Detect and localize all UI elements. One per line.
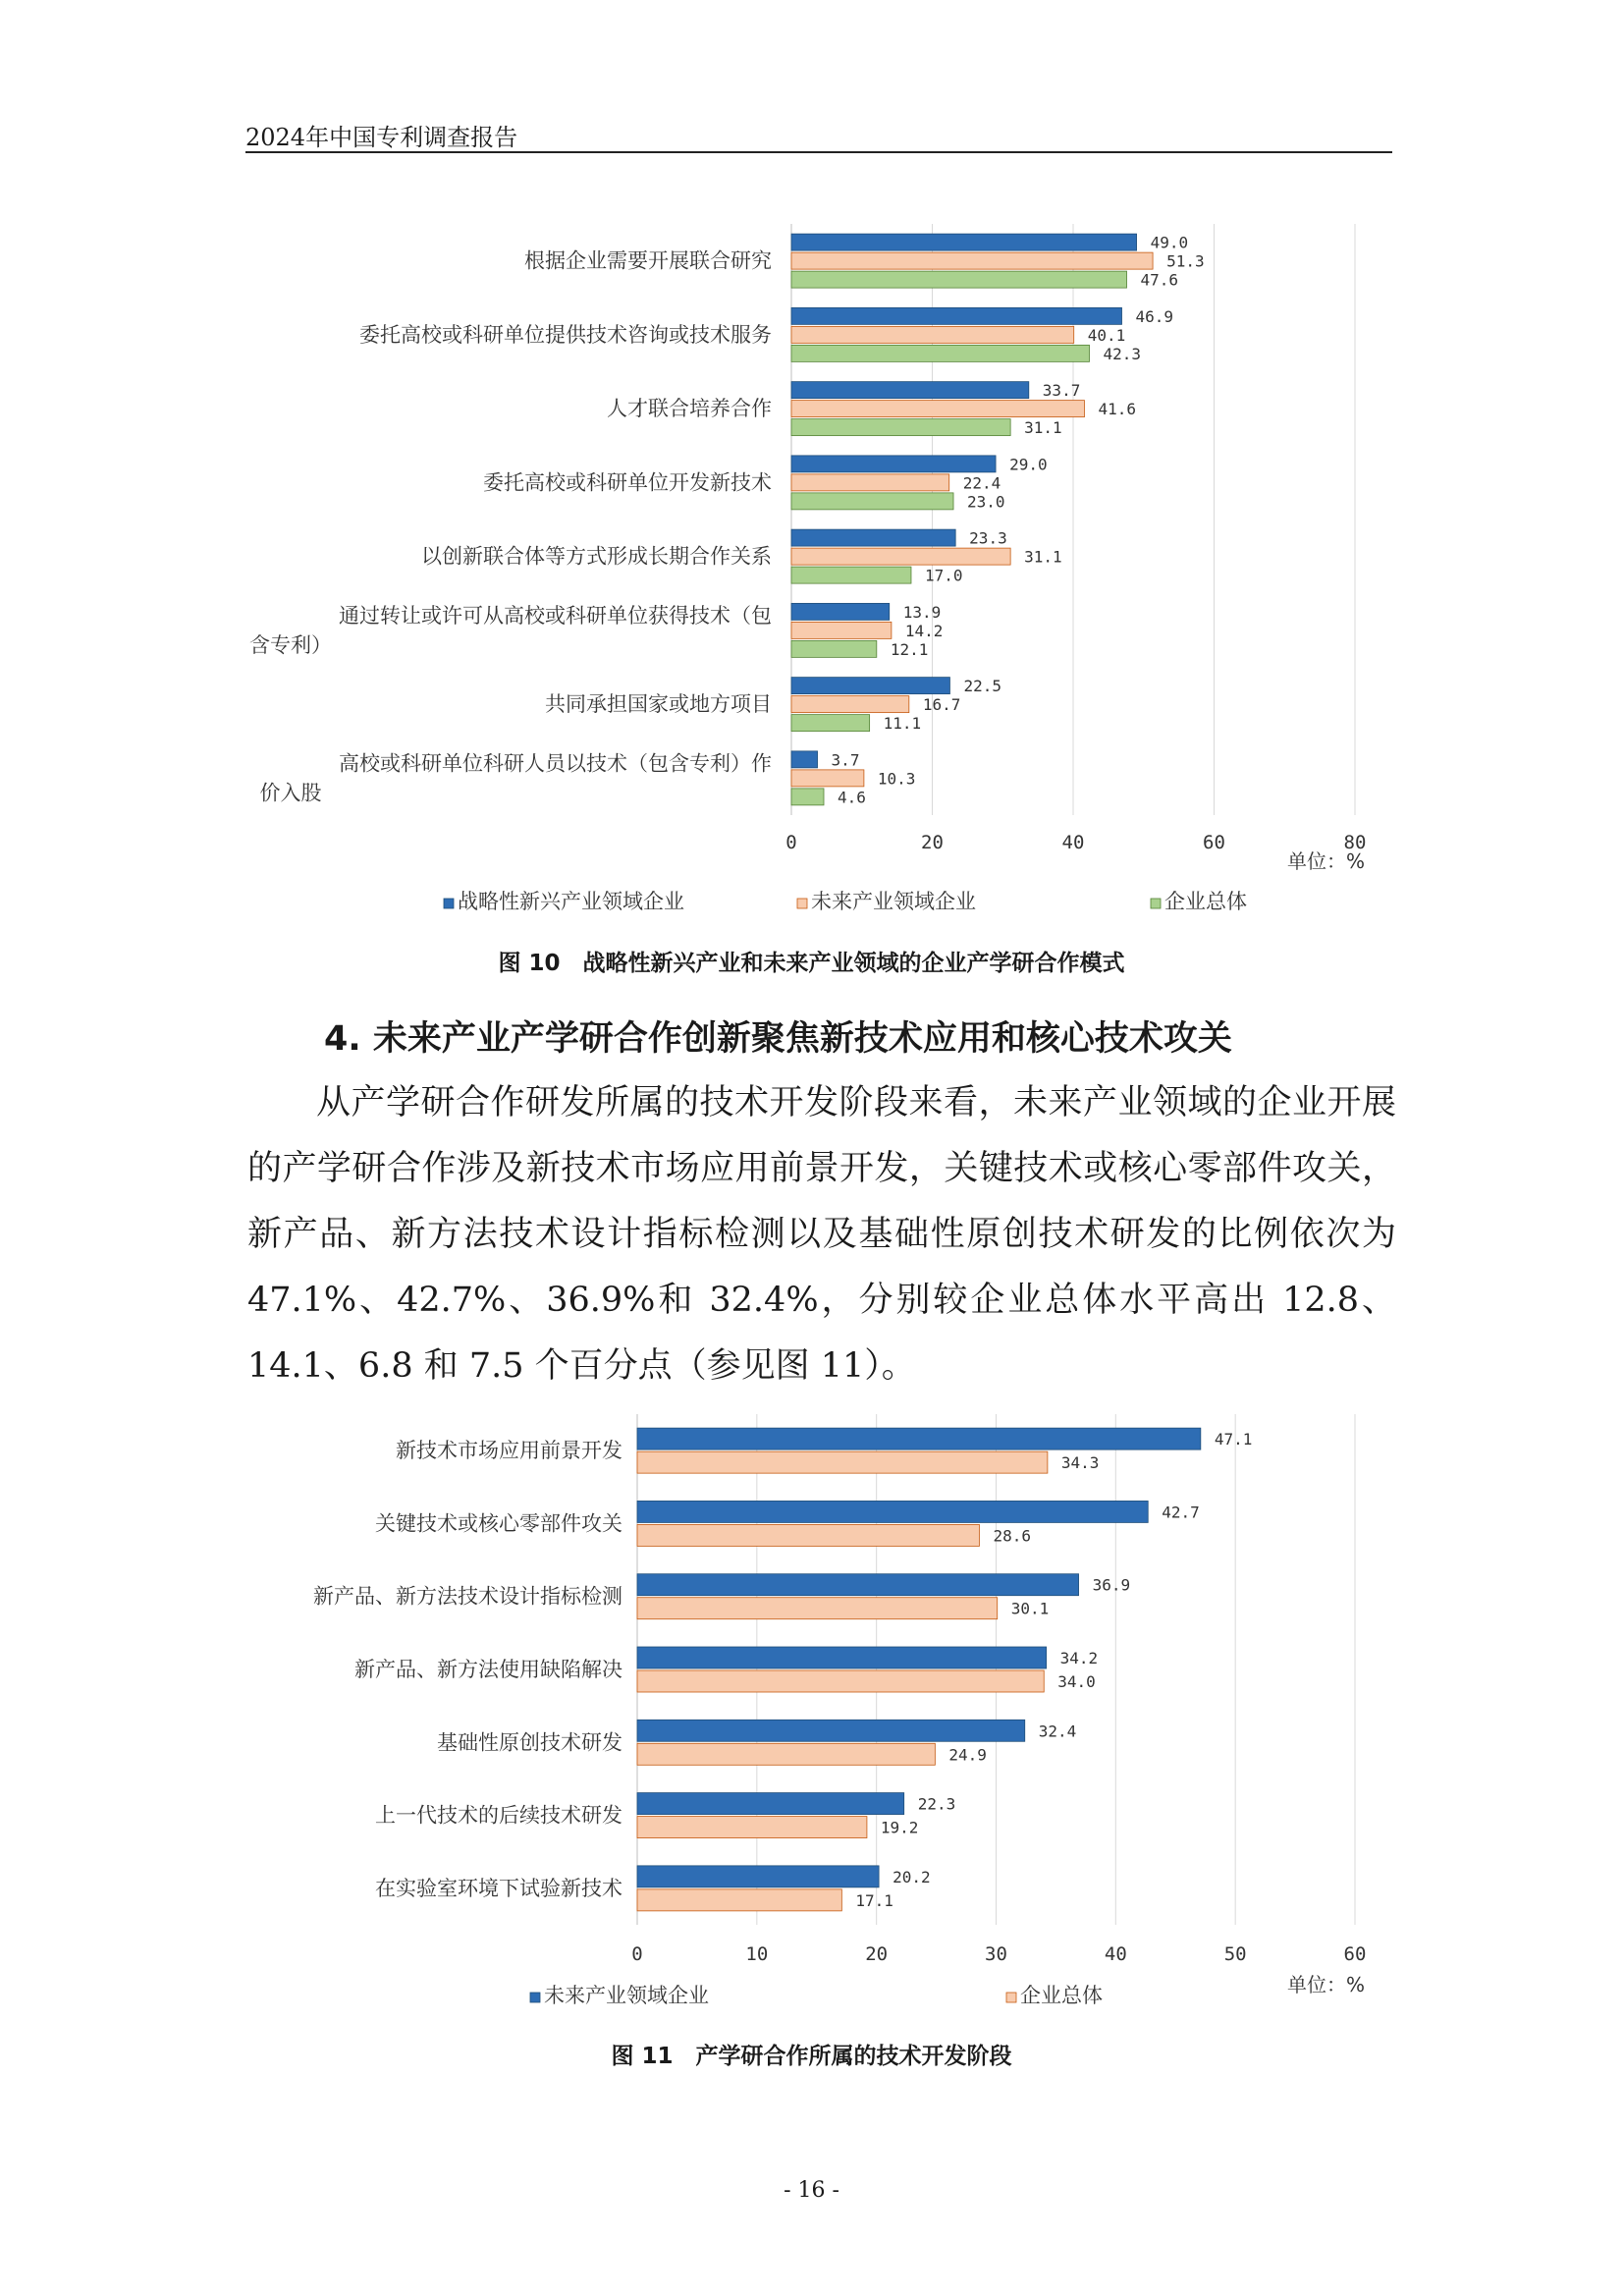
data-label: 51.3 (1166, 251, 1205, 271)
x-tick-label: 60 (1203, 832, 1225, 853)
bar (637, 1817, 867, 1838)
bar (791, 529, 955, 546)
bar (637, 1574, 1079, 1596)
data-label: 40.1 (1087, 325, 1126, 345)
bar (791, 751, 818, 768)
bar (637, 1670, 1044, 1692)
section-heading: 4. 未来产业产学研合作创新聚焦新技术应用和核心技术攻关 (324, 1019, 1232, 1059)
figure-10-caption: 图 10 战略性新兴产业和未来产业领域的企业产学研合作模式 (498, 951, 1125, 976)
data-label: 24.9 (948, 1745, 987, 1765)
x-tick-label: 0 (785, 832, 797, 853)
legend-entry: 未来产业领域企业 (811, 890, 976, 913)
category-label: 价入股 (259, 781, 322, 805)
data-label: 23.0 (967, 492, 1005, 512)
bar (637, 1501, 1148, 1522)
data-label: 41.6 (1098, 400, 1137, 419)
data-label: 47.1 (1214, 1430, 1253, 1449)
bar (791, 770, 864, 787)
data-label: 33.7 (1042, 381, 1081, 401)
data-label: 31.1 (1024, 418, 1062, 438)
x-tick-label: 40 (1061, 832, 1085, 853)
x-tick-label: 10 (745, 1943, 769, 1965)
category-label: 共同承担国家或地方项目 (545, 692, 772, 717)
bar (791, 326, 1074, 343)
data-label: 19.2 (880, 1818, 919, 1837)
x-tick-label: 20 (865, 1943, 889, 1965)
bar (791, 567, 911, 583)
bar (637, 1793, 904, 1815)
category-label: 新产品、新方法使用缺陷解决 (354, 1658, 622, 1681)
report-title: 2024年中国专利调查报告 (245, 124, 518, 151)
bar (791, 789, 824, 805)
bar (791, 622, 892, 638)
data-label: 34.3 (1060, 1453, 1100, 1473)
bar (637, 1647, 1047, 1668)
legend-swatch (444, 899, 454, 908)
data-label: 23.3 (969, 528, 1007, 548)
category-label: 在实验室环境下试验新技术 (375, 1876, 622, 1900)
data-label: 20.2 (893, 1867, 931, 1886)
x-tick-label: 20 (921, 832, 944, 853)
unit-label: 单位：% (1286, 1973, 1365, 1996)
bar (791, 640, 877, 657)
bar (791, 345, 1090, 361)
data-label: 13.9 (902, 602, 942, 622)
legend-swatch (530, 1993, 540, 2002)
data-label: 34.2 (1059, 1649, 1099, 1667)
category-label: 以创新联合体等方式形成长期合作关系 (421, 544, 772, 569)
bar (791, 234, 1137, 250)
bar (637, 1720, 1025, 1741)
bar (637, 1451, 1048, 1473)
bar (791, 456, 996, 472)
x-tick-label: 40 (1104, 1943, 1127, 1965)
data-label: 22.5 (963, 677, 1001, 696)
category-label: 新技术市场应用前景开发 (396, 1439, 622, 1463)
data-label: 4.6 (838, 788, 866, 807)
data-label: 47.6 (1140, 270, 1179, 290)
x-tick-label: 60 (1343, 1943, 1367, 1965)
category-label: 新产品、新方法技术设计指标检测 (313, 1584, 622, 1609)
bar (791, 307, 1122, 324)
x-tick-label: 0 (631, 1943, 643, 1965)
data-label: 30.1 (1010, 1599, 1050, 1618)
legend-entry: 企业总体 (1164, 890, 1247, 913)
category-label: 根据企业需要开展联合研究 (524, 248, 772, 273)
bar (637, 1598, 998, 1619)
category-label: 基础性原创技术研发 (437, 1730, 622, 1755)
legend-swatch (1151, 899, 1161, 908)
bar (637, 1524, 979, 1546)
category-label: 通过转让或许可从高校或科研单位获得技术（包 (339, 603, 772, 628)
figure-10-chart (0, 0, 1623, 933)
figure-11-caption: 图 11 产学研合作所属的技术开发阶段 (611, 2044, 1012, 2069)
data-label: 17.0 (924, 566, 963, 585)
x-tick-label: 30 (985, 1943, 1007, 1965)
data-label: 31.1 (1024, 547, 1062, 567)
bar (791, 419, 1010, 436)
bar (791, 715, 870, 732)
data-label: 46.9 (1135, 306, 1174, 326)
unit-label: 单位：% (1286, 849, 1365, 873)
category-label: 上一代技术的后续技术研发 (375, 1803, 622, 1828)
legend-entry: 战略性新兴产业领域企业 (458, 890, 684, 913)
data-label: 36.9 (1092, 1575, 1131, 1595)
bar (791, 382, 1029, 399)
category-label: 人才联合培养合作 (607, 397, 772, 421)
data-label: 49.0 (1150, 233, 1189, 252)
legend-entry: 未来产业领域企业 (544, 1984, 709, 2007)
x-tick-label: 50 (1223, 1943, 1247, 1965)
bar (637, 1428, 1201, 1449)
bar (791, 474, 949, 491)
category-label: 委托高校或科研单位提供技术咨询或技术服务 (359, 322, 772, 347)
figure-11-chart (0, 1394, 1623, 2023)
legend-swatch (1006, 1993, 1016, 2002)
bar (637, 1866, 879, 1887)
legend-entry: 企业总体 (1020, 1984, 1103, 2007)
data-label: 42.3 (1103, 344, 1142, 363)
bar (637, 1743, 935, 1765)
data-label: 14.2 (904, 621, 944, 640)
data-label: 10.3 (877, 769, 916, 789)
data-label: 11.1 (883, 714, 922, 734)
bar (791, 603, 890, 620)
category-label: 高校或科研单位科研人员以技术（包含专利）作 (339, 751, 772, 776)
category-label: 含专利） (249, 632, 332, 657)
data-label: 22.3 (917, 1794, 956, 1814)
data-label: 22.4 (962, 473, 1001, 493)
bar (791, 271, 1127, 288)
data-label: 17.1 (855, 1890, 893, 1910)
category-label: 关键技术或核心零部件攻关 (375, 1511, 622, 1536)
x-tick-label: 80 (1343, 832, 1367, 853)
section-paragraph: 从产学研合作研发所属的技术开发阶段来看，未来产业领域的企业开展的产学研合作涉及新技术市场应用前景开发，关键技术或核心零部件攻关，新产品、新方法技术设计指标检测以及基础性原创技术研发的比例依次为 47.1%、42.7%、36.9%和 32.4%，分别较企业总体水平高出 12.8、14.1、6.8 和 7.5 个百分点（参见图 11）。 (247, 1083, 1396, 1386)
bar (791, 493, 953, 510)
data-label: 29.0 (1009, 455, 1048, 474)
bar (791, 252, 1153, 269)
data-label: 28.6 (993, 1526, 1031, 1546)
page-number: - 16 - (784, 2178, 839, 2203)
bar (637, 1889, 841, 1911)
data-label: 16.7 (922, 695, 961, 715)
data-label: 3.7 (831, 750, 860, 770)
data-label: 34.0 (1057, 1672, 1096, 1691)
data-label: 42.7 (1162, 1503, 1200, 1522)
data-label: 12.1 (890, 639, 929, 659)
legend-swatch (797, 899, 807, 908)
category-label: 委托高校或科研单位开发新技术 (483, 470, 772, 495)
bar (791, 696, 909, 713)
bar (791, 401, 1084, 417)
bar (791, 548, 1010, 565)
bar (791, 678, 949, 694)
data-label: 32.4 (1038, 1722, 1077, 1741)
